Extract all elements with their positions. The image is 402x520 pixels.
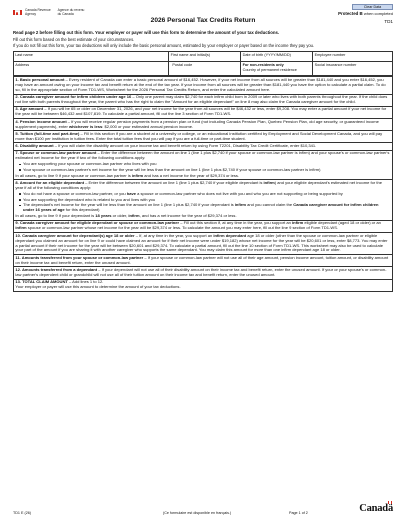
- intro-instruction: Read page 2 before filling out this form. Your employer or payer will use this form to determine the amount of your tax deductions.: [13, 30, 280, 35]
- form-code: TD1: [384, 18, 393, 24]
- form-header: [13, 4, 393, 30]
- list-item: You do not have a spouse or common-law partner, or you have a spouse or common-law partner who does not live with you and who you are not supporting or being supported by: [19, 192, 390, 197]
- page-number: Page 1 of 2: [289, 511, 308, 516]
- bullet-icon: [19, 193, 21, 195]
- clear-data-button[interactable]: Clear Data: [352, 4, 393, 10]
- identification-table: [13, 51, 393, 76]
- first-name-field[interactable]: First name and initial(s): [169, 52, 241, 62]
- list-item: The dependant's net income for the year will be less than the amount on line 1 (line 1 plus $2,740 if your dependant is infirm and you cannot claim the Canada caregiver amount for infirm children under 16 years of age for this dependant): [19, 203, 390, 213]
- address-field[interactable]: Address: [14, 62, 169, 76]
- list-item: You are supporting the dependant who is related to you and lives with you: [19, 198, 390, 203]
- canada-wordmark-logo: Canadä: [359, 503, 393, 516]
- country-of-residence-field[interactable]: For non-residents only Country of permanent residence: [241, 62, 313, 76]
- protected-b-notice: Protected B when completed: [338, 11, 393, 16]
- line-9-caregiver-eligible: 9. Canada caregiver amount for eligible dependant or spouse or common-law partner – Fill out this section if, at any time in the year, you support an infirm eligible dependant (aged 18 or older) or an infirm spouse or common-law partner whose net income for the year will be $29,374 or less. To calculate the amount you may enter here, fill out the line 9 section of Form TD1-WS.: [14, 220, 392, 232]
- agency-name-fr: Agence du revenu du Canada: [57, 8, 85, 16]
- list-item: Your spouse or common-law partner's net income for the year will be less than the amount on line 1 (line 1 plus $2,740 if your spouse or common-law partner is infirm): [19, 168, 390, 173]
- line-8-eligible-dependant: 8. Amount for an eligible dependant – Enter the difference between the amount on line 1 (line 1 plus $2,740 if your eligible dependant is infirm) and your eligible dependant's estimated net income for the year if all of the following conditions apply: You do not have a spouse or common-law partner, or you have a spouse or common-law partner who does not live with you and who you are not supporting or being supported by You are supporting the dependant who is related to you and lives with you The dependant's net income for the year will be less than the amount on line 1 (line 1 plus $2,740 if your dependant is infirm and you cannot claim the Canada caregiver amount for infirm children under 16 years of age for this dependant) In all cases, go to line 9 if your dependant is 18 years or older, infirm, and has a net income for the year of $29,374 or less.: [14, 179, 392, 219]
- line-2-caregiver-children: 2. Canada caregiver amount for infirm children under age 16 – Only one parent may claim $2,740 for each infirm child born in 2009 or later who lives with both parents throughout the year. If the child does not live with both parents throughout the year, the parent who has the right to claim the "Amount for an eligible dependant" on line 8 may also claim the Canada caregiver amount for the child.: [14, 94, 392, 106]
- line-10-caregiver-18-plus: 10. Canada caregiver amount for dependant(s) age 18 or older – If, at any time in the year, you support an infirm dependant age 18 or older (other than the spouse or common-law partner or eligible dependant you claimed an amount for on line 9 or could have claimed an amount for if their net income were under $19,182) whose net income for the year will be $20,601 or less, enter $8,773. You may enter a partial amount if their net income for the year will be between $20,601 and $29,374. To calculate a partial amount, fill out the line 10 section of Form TD1-WS. This worksheet may also be used to calculate your part of the amount if you are sharing it with another caregiver who supports the same dependant. You may claim this amount for more than one infirm dependant age 18 or older.: [14, 232, 392, 254]
- line-4-pension-income: 4. Pension income amount – If you will receive regular pension payments from a pension plan or fund (not including Canada Pension Plan, Quebec Pension Plan, old age security, or guaranteed income supplement payments), enter whichever is less: $2,000 or your estimated annual pension income.: [14, 118, 392, 130]
- line-1-basic-personal: 1. Basic personal amount – Every resident of Canada can enter a basic personal amount of $16,452. However, if your net income from all sources will be greater than $181,440 and you enter $16,452, you may have an amount owing on your income tax and benefit return at the end of the tax year. If your income from all sources will be greater than $181,440 you have the option to calculate a partial claim. To do so, fill in the appropriate section of Form TD1-WS, Worksheet for the 2026 Personal Tax Credits Return, and enter the calculated amount here.: [14, 76, 392, 93]
- form-footer: [13, 504, 393, 516]
- claim-lines: [13, 76, 393, 292]
- agency-name-en: Canada Revenue Agency: [25, 8, 51, 16]
- line-3-age-amount: 3. Age amount – If you will be 65 or older on December 31, 2026, and your net income for the year from all sources will be $46,432 or less, enter $9,208. You may enter a partial amount if your net income for the year will be between $46,432 and $107,819. To calculate a partial amount, fill out the line 3 section of Form TD1-WS.: [14, 106, 392, 118]
- last-name-field[interactable]: Last name: [14, 52, 169, 62]
- line-13-total-claim: 13. TOTAL CLAIM AMOUNT – Add lines 1 to 12. Your employer or payer will use this amount to determine the amount of your tax deductions.: [14, 279, 392, 291]
- sin-field[interactable]: Social insurance number: [313, 62, 393, 76]
- form-title: 2026 Personal Tax Credits Return: [150, 17, 256, 24]
- intro-line-2: If you do not fill out this form, your tax deductions will only include the basic personal amount, estimated by your employer or payer based on the income they pay you.: [13, 43, 315, 49]
- line-7-spouse: 7. Spouse or common-law partner amount – Enter the difference between the amount on line 1 (line 1 plus $2,740 if your spouse or common-law partner is infirm) and your spouse's or common-law partner's estimated net income for the year if two of the following conditions apply: You are supporting your spouse or common-law partner who lives with you Your spouse or common-law partner's net income for the year will be less than the amount on line 1 (line 1 plus $2,740 if your spouse or common-law partner is infirm) In all cases, go to line 9 if your spouse or common-law partner is infirm and has a net income for the year of $29,374 or less.: [14, 150, 392, 180]
- form-version-code: TD1 E (26): [13, 511, 32, 516]
- agency-signature: [13, 9, 90, 17]
- date-of-birth-field[interactable]: Date of birth (YYYY/MM/DD): [241, 52, 313, 62]
- intro-line-1: Fill out this form based on the best estimate of your circumstances.: [13, 36, 135, 42]
- bullet-icon: [19, 169, 21, 171]
- french-availability-note: (Ce formulaire est disponible en français.): [163, 511, 232, 516]
- line-12-dependant-transfer: 12. Amounts transferred from a dependant – If your dependant will not use all of their disability amount on their income tax and benefit return, enter the unused amount. If your or your spouse's or common-law partner's dependent child or grandchild will not use all of their tuition amount on their income tax and benefit return, enter the unused amount.: [14, 266, 392, 278]
- line-5-tuition: 5. Tuition (full-time and part-time) – Fill in this section if you are a student at a university or college, or an educational institution certified by Employment and Social Development Canada, and you will pay more than $100 per institution in tuition fees. Enter the total tuition fees that you will pay if you are a full-time or part-time student.: [14, 130, 392, 142]
- line-6-disability: 6. Disability amount – If you will claim the disability amount on your income tax and benefit return by using Form T2201, Disability Tax Credit Certificate, enter $10,341.: [14, 142, 392, 149]
- bullet-icon: [19, 164, 21, 166]
- employee-number-field[interactable]: Employee number: [313, 52, 393, 62]
- line-11-spouse-transfer: 11. Amounts transferred from your spouse or common-law partner – If your spouse or common-law partner will not use all of their age amount, pension income amount, tuition amount, or disability amount on their income tax and benefit return, enter the unused amount.: [14, 254, 392, 266]
- bullet-icon: [19, 199, 21, 201]
- canada-flag-icon: [13, 10, 22, 15]
- postal-code-field[interactable]: Postal code: [169, 62, 241, 76]
- bullet-icon: [19, 205, 21, 207]
- wordmark-flag-icon: [388, 501, 392, 504]
- list-item: You are supporting your spouse or common-law partner who lives with you: [19, 162, 390, 167]
